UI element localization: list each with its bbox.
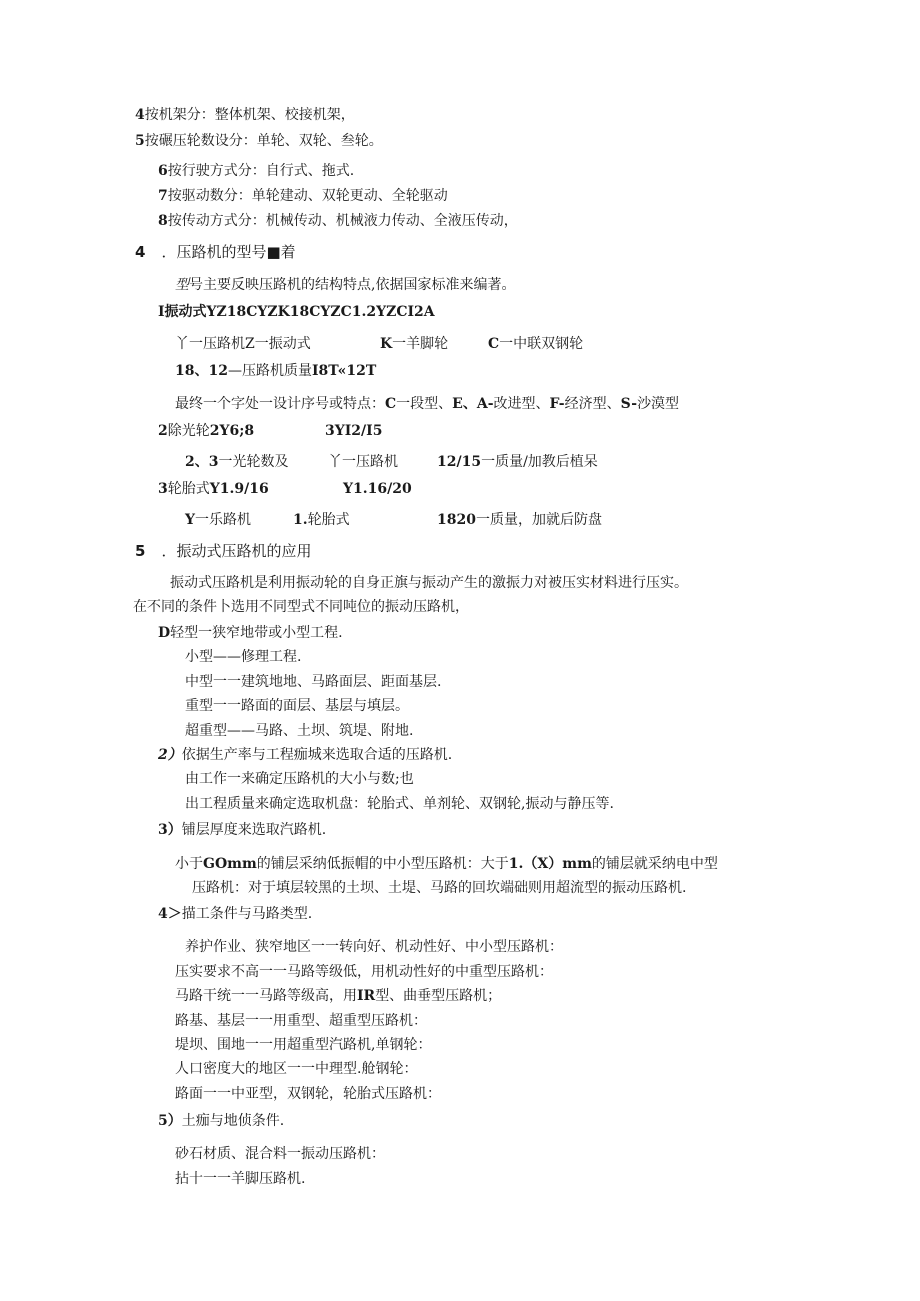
item-text: 按机架分：整体机架、校接机架， <box>144 107 355 123</box>
vibratory-legend-c: C一中联双钢轮 <box>488 336 584 352</box>
sub-item-low-grade: 压实要求不高一一马路等级低，用机动性好的中重型压路机： <box>175 964 553 980</box>
vibratory-model-line: I振动式YZ18CYZK18CYZC1.2YZCI2A <box>158 304 435 320</box>
list-item-weight-class: D轻型一狭窄地带或小型工程. <box>158 625 343 641</box>
section-title: ．振动式压路机的应用 <box>161 542 312 560</box>
section-number: 5 <box>135 542 146 560</box>
tyre-legend-type: 1.轮胎式 <box>293 512 350 528</box>
list-item-drive-mode <box>158 162 354 180</box>
smooth-wheel-model-2: 3YI2/I5 <box>325 423 383 439</box>
smooth-legend-count: 2、3一光轮数及 <box>185 454 289 470</box>
item-text: 按行驶方式分：自行式、拖式. <box>167 163 355 179</box>
list-item-frame-type <box>135 106 355 124</box>
sub-item-thickness-1: 小于GOmm的铺层采纳低振帽的中小型压路机：大于1.（X）mm的铺层就采纳电中型 <box>175 856 718 872</box>
list-item-roller-count <box>135 132 383 150</box>
tyre-line: 3轮胎式Y1.9/16 <box>158 481 269 497</box>
sub-item-thickness-2: 压路机：对于填层较黑的土坝、土堤、马路的回坎端础则用超流型的振动压路机. <box>192 880 687 896</box>
item-number: 4 <box>135 107 145 123</box>
section-number: 4 <box>135 243 146 261</box>
item-number: 8 <box>158 213 168 229</box>
paragraph-application-2: 在不同的条件卜选用不同型式不同吨位的振动压路机， <box>133 599 469 615</box>
tyre-legend-mass: 1820一质量，加就后防盘 <box>437 512 602 528</box>
list-item-transmission <box>158 212 518 230</box>
smooth-legend-roller: 丫一压路机 <box>328 454 398 470</box>
vibratory-mass: 18、12—压路机质量I8T«12T <box>175 363 377 379</box>
design-suffix-line: 最终一个字处一设计序号或特点：C一段型、E、A-改进型、F-经济型、S-沙漠型 <box>175 396 680 412</box>
item-number: 6 <box>158 163 168 179</box>
list-item-layer-thickness: 3）铺层厚度来选取汽路机. <box>158 822 327 838</box>
item-number: 7 <box>158 188 168 204</box>
sub-item-dam: 堤坝、围地一一用超重型汽路机,单钢轮： <box>175 1037 432 1053</box>
sub-item-gravel: 砂石材质、混合料一振动压路机： <box>175 1146 385 1162</box>
vibratory-legend-k: K一羊脚轮 <box>380 336 449 352</box>
smooth-legend-mass: 12/15一质量/加教后植呆 <box>437 454 598 470</box>
section-heading-model <box>135 243 296 261</box>
list-item-road-type: 4＞描工条件与马路类型. <box>158 906 313 922</box>
tyre-model-2: Y1.16/20 <box>343 481 412 497</box>
paragraph-application-1: 振动式压路机是利用振动轮的自身正旗与振动产生的激振力对被压实材料进行压实。 <box>170 575 688 591</box>
sub-item-workload: 由工作一来确定压路机的大小与数;也 <box>185 771 414 787</box>
sub-item-super-heavy: 超重型——马路、土坝、筑堤、附地. <box>185 723 414 739</box>
sub-item-small: 小型——修理工程. <box>185 649 302 665</box>
sub-item-trunk-road: 马路干统一一马路等级高，用IR型、曲垂型压路机； <box>175 988 502 1004</box>
sub-item-subgrade: 路基、基层一一用重型、超重型压路机： <box>175 1013 427 1029</box>
tyre-legend-roller: Y一乐路机 <box>185 512 251 528</box>
item-text: 按传动方式分：机械传动、机械液力传动、全液压传动， <box>167 213 518 229</box>
sub-item-quality: 出工程质量来确定选取机盘：轮胎式、单剂轮、双钢轮,振动与静压等. <box>185 796 614 812</box>
sub-item-heavy: 重型一一路面的面层、基层与填层。 <box>185 698 409 714</box>
list-item-drive-count <box>158 187 448 205</box>
sub-item-dense-area: 人口密度大的地区一一中理型.舱钢轮： <box>175 1061 418 1077</box>
list-item-soil: 5）土痂与地侦条件. <box>158 1113 285 1129</box>
sub-item-maintenance: 养护作业、狭窄地区一一转向好、机动性好、中小型压路机： <box>185 939 563 955</box>
sub-item-pavement: 路面一一中亚型，双钢轮，轮胎式压路机： <box>175 1086 441 1102</box>
section-title: ．压路机的型号■着 <box>161 243 296 261</box>
section-heading-application <box>135 542 311 560</box>
list-item-productivity: 2）依据生产率与工程痂城来选取合适的压路机. <box>158 747 453 763</box>
sub-item-medium: 中型一一建筑地地、马路面层、距面基层. <box>185 674 442 690</box>
smooth-wheel-line: 2除光轮2Y6;8 <box>158 423 255 439</box>
item-text: 按碾压轮数设分：单轮、双轮、叁轮。 <box>144 133 383 149</box>
item-text: 按驱动数分：单轮建动、双轮更动、全轮驱动 <box>167 188 448 204</box>
sub-item-clay: 拈十一一羊脚压路机. <box>175 1171 306 1187</box>
paragraph-model-intro: 型号主要反映压路机的结构特点,依据国家标准来编著。 <box>175 277 516 293</box>
vibratory-legend: 丫一压路机Z一振动式 <box>175 336 311 352</box>
item-number: 5 <box>135 133 145 149</box>
